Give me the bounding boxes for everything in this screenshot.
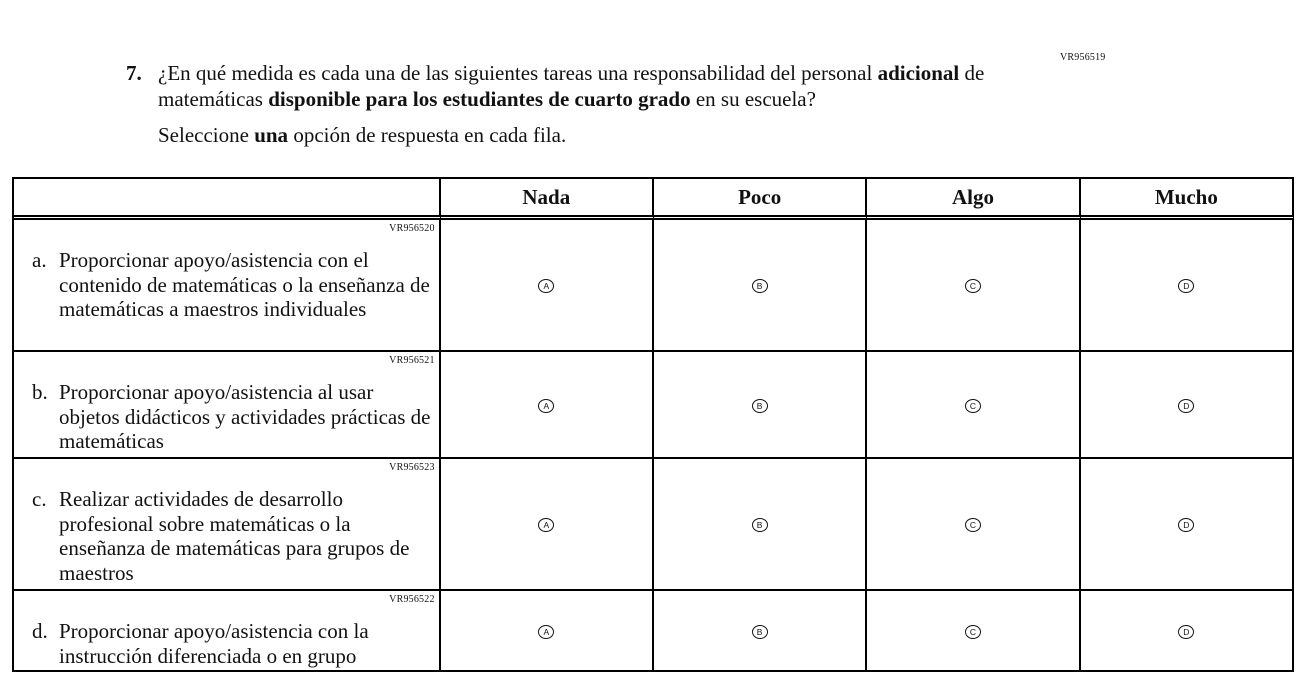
cell-a-nada[interactable] (441, 220, 654, 352)
header-nada: Nada (441, 179, 654, 220)
row-label: d. (32, 619, 48, 643)
table-row (14, 591, 1294, 672)
radio-bubble-b-mucho[interactable]: D (1178, 399, 1194, 413)
radio-bubble-c-mucho[interactable]: D (1178, 518, 1194, 532)
row-id: VR956521 (389, 355, 435, 366)
cell-b-mucho[interactable] (1081, 352, 1294, 459)
response-grid (12, 177, 1294, 672)
cell-d-mucho[interactable] (1081, 591, 1294, 672)
radio-bubble-d-poco[interactable]: B (752, 625, 768, 639)
radio-bubble-a-nada[interactable]: A (538, 279, 554, 293)
question-text-part2: de matemáticas (158, 61, 985, 111)
question-text-part1: ¿En qué medida es cada una de las siguientes tareas una responsabilidad del personal (158, 61, 878, 85)
cell-b-nada[interactable] (441, 352, 654, 459)
header-poco: Poco (654, 179, 867, 220)
instruction-part2: opción de respuesta en cada fila. (288, 123, 567, 147)
question-block (126, 60, 1056, 148)
radio-bubble-c-poco[interactable]: B (752, 518, 768, 532)
row-label: a. (32, 248, 47, 272)
question-bold-adicional: adicional (877, 61, 960, 85)
cell-a-poco[interactable] (654, 220, 867, 352)
row-item-a (14, 220, 441, 352)
cell-c-nada[interactable] (441, 459, 654, 591)
row-item-d (14, 591, 441, 672)
radio-bubble-b-poco[interactable]: B (752, 399, 768, 413)
cell-c-poco[interactable] (654, 459, 867, 591)
row-id: VR956522 (389, 594, 435, 605)
cell-d-nada[interactable] (441, 591, 654, 672)
row-id: VR956523 (389, 462, 435, 473)
row-text: Proporcionar apoyo/asistencia con el contenido de matemáticas o la enseñanza de matemáticas a maestros individuales (59, 248, 430, 321)
cell-a-mucho[interactable] (1081, 220, 1294, 352)
row-label: c. (32, 487, 47, 511)
radio-bubble-a-poco[interactable]: B (752, 279, 768, 293)
instruction-text (158, 122, 1056, 148)
radio-bubble-b-algo[interactable]: C (965, 399, 981, 413)
cell-d-poco[interactable] (654, 591, 867, 672)
cell-d-algo[interactable] (867, 591, 1080, 672)
radio-bubble-d-mucho[interactable]: D (1178, 625, 1194, 639)
table-row (14, 459, 1294, 591)
row-id: VR956520 (389, 223, 435, 234)
row-item-b (14, 352, 441, 459)
row-text: Proporcionar apoyo/asistencia con la instrucción diferenciada o en grupo (59, 619, 369, 668)
question-text (158, 60, 1056, 112)
radio-bubble-c-nada[interactable]: A (538, 518, 554, 532)
question-id: VR956519 (1060, 52, 1106, 63)
question-number: 7. (126, 61, 142, 85)
cell-b-algo[interactable] (867, 352, 1080, 459)
cell-c-algo[interactable] (867, 459, 1080, 591)
question-bold-disponible: disponible para los estudiantes de cuarto grado (268, 87, 691, 111)
cell-b-poco[interactable] (654, 352, 867, 459)
radio-bubble-c-algo[interactable]: C (965, 518, 981, 532)
instruction-part1: Seleccione (158, 123, 255, 147)
row-item-c (14, 459, 441, 591)
header-algo: Algo (867, 179, 1080, 220)
header-row (14, 179, 1294, 220)
question-text-part3: en su escuela? (690, 87, 816, 111)
row-label: b. (32, 380, 48, 404)
table-row (14, 220, 1294, 352)
radio-bubble-a-mucho[interactable]: D (1178, 279, 1194, 293)
cell-c-mucho[interactable] (1081, 459, 1294, 591)
table-row (14, 352, 1294, 459)
header-blank (14, 179, 441, 220)
row-text: Proporcionar apoyo/asistencia al usar objetos didácticos y actividades prácticas de matemáticas (59, 380, 431, 453)
cell-a-algo[interactable] (867, 220, 1080, 352)
radio-bubble-b-nada[interactable]: A (538, 399, 554, 413)
instruction-bold: una (254, 123, 289, 147)
header-mucho: Mucho (1081, 179, 1294, 220)
radio-bubble-d-nada[interactable]: A (538, 625, 554, 639)
row-text: Realizar actividades de desarrollo profesional sobre matemáticas o la enseñanza de matemáticas para grupos de maestros (59, 487, 410, 585)
radio-bubble-a-algo[interactable]: C (965, 279, 981, 293)
radio-bubble-d-algo[interactable]: C (965, 625, 981, 639)
